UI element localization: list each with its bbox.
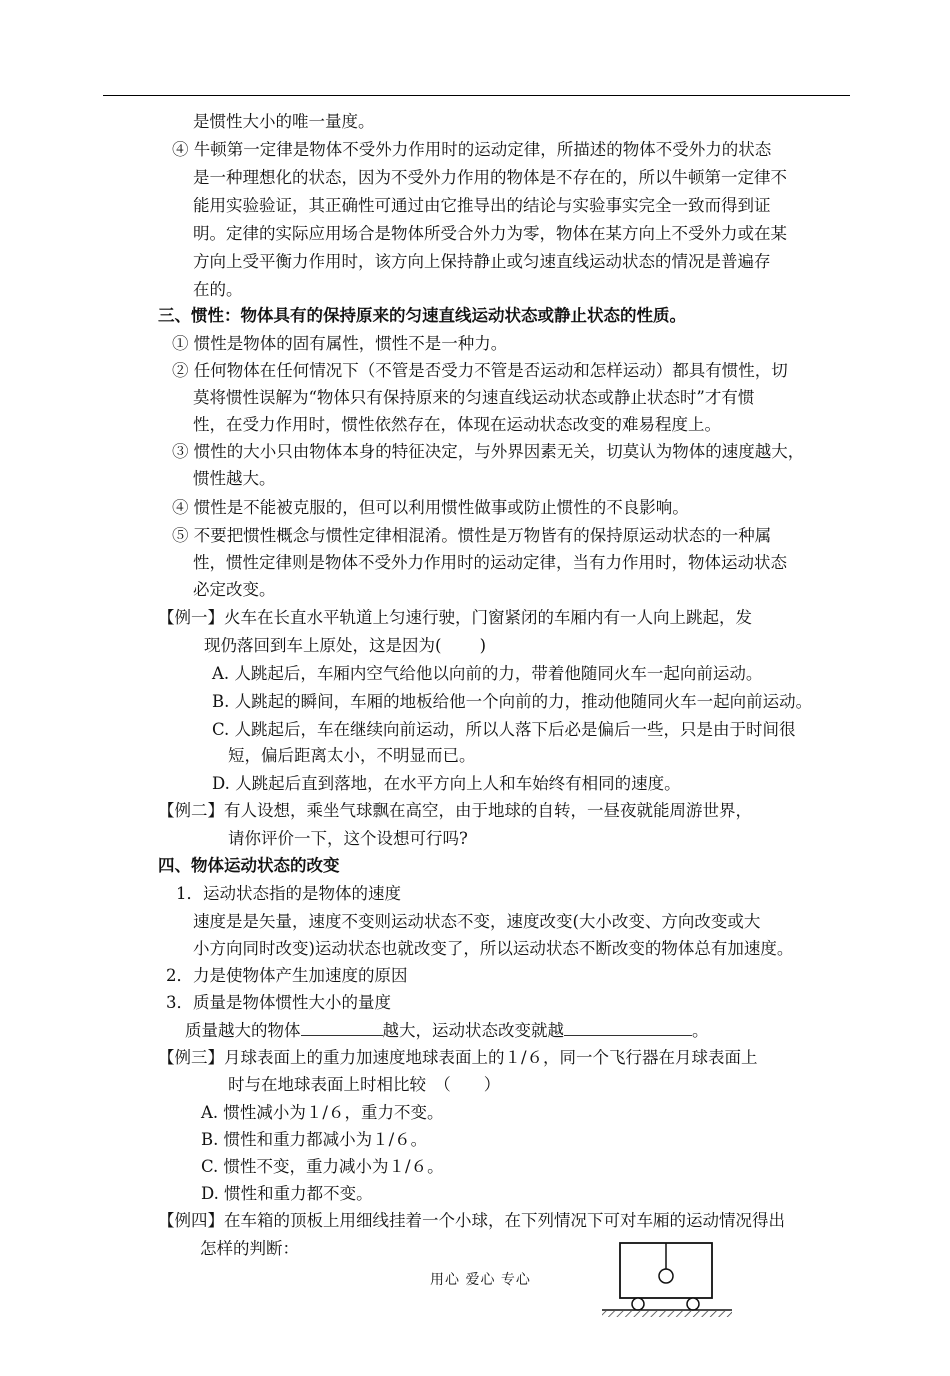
text-line: 3．质量是物体惯性大小的量度 [166,993,391,1012]
ground-hatch [602,1311,732,1317]
header-rule [103,95,850,96]
option-d: D. 惯性和重力都不变。 [201,1184,373,1203]
text-line: ④ 牛顿第一定律是物体不受外力作用时的运动定律，所描述的物体不受外力的状态 [172,140,772,159]
answer-blank[interactable] [564,1017,692,1036]
example-3-question: 【例三】月球表面上的重力加速度地球表面上的１/６，同一个飞行器在月球表面上 [158,1048,758,1067]
fill-in-line [185,1017,709,1045]
option-b: B. 人跳起的瞬间，车厢的地板给他一个向前的力，推动他随同火车一起向前运动。 [212,692,813,711]
wheel-left [632,1298,644,1310]
footer-motto: 用心 爱心 专心 [430,1272,531,1288]
example-1-question: 【例一】火车在长直水平轨道上匀速行驶，门窗紧闭的车厢内有一人向上跳起，发 [158,608,752,627]
option-c: C. 人跳起后，车在继续向前运动，所以人落下后必是偏后一些，只是由于时间很 [212,720,796,739]
text-line: 性，在受力作用时，惯性依然存在，体现在运动状态改变的难易程度上。 [193,415,721,434]
text-line: 时与在地球表面上时相比较 （ ） [228,1075,501,1094]
text-line: ③ 惯性的大小只由物体本身的特征决定，与外界因素无关，切莫认为物体的速度越大， [172,442,805,461]
answer-blank[interactable] [301,1017,383,1036]
example-4-question: 【例四】在车箱的顶板上用细线挂着一个小球，在下列情况下可对车厢的运动情况得出 [158,1211,785,1230]
text-line: 明。定律的实际应用场合是物体所受合外力为零，物体在某方向上不受外力或在某 [193,224,787,243]
text-line: 能用实验验证，其正确性可通过由它推导出的结论与实验事实完全一致而得到证 [193,196,771,215]
text-line: ① 惯性是物体的固有属性，惯性不是一种力。 [172,334,508,353]
text-line: 方向上受平衡力作用时，该方向上保持静止或匀速直线运动状态的情况是普遍存 [193,252,771,271]
option-d: D. 人跳起后直到落地，在水平方向上人和车始终有相同的速度。 [212,774,681,793]
text-line: 小方向同时改变)运动状态也就改变了，所以运动状态不断改变的物体总有加速度。 [193,939,794,958]
fill-text: 。 [692,1021,709,1040]
section-heading: 四、物体运动状态的改变 [158,856,340,875]
fill-text: 质量越大的物体 [185,1021,301,1040]
wheel-right [687,1298,699,1310]
section-heading: 三、惯性：物体具有的保持原来的匀速直线运动状态或静止状态的性质。 [158,306,686,325]
option-c: C. 惯性不变，重力减小为１/６。 [201,1157,444,1176]
text-line: 在的。 [193,280,243,299]
text-line: ④ 惯性是不能被克服的，但可以利用惯性做事或防止惯性的不良影响。 [172,498,689,517]
text-line: 是一种理想化的状态，因为不受外力作用的物体是不存在的，所以牛顿第一定律不 [193,168,787,187]
text-line: 短，偏后距离太小，不明显而已。 [228,746,476,765]
text-line: 惯性越大。 [193,469,276,488]
text-line: ⑤ 不要把惯性概念与惯性定律相混淆。惯性是万物皆有的保持原运动状态的一种属 [172,526,772,545]
text-line: 莫将惯性误解为“物体只有保持原来的匀速直线运动状态或静止状态时”才有惯 [193,388,755,407]
option-a: A. 人跳起后，车厢内空气给他以向前的力，带着他随同火车一起向前运动。 [212,664,763,683]
text-line: 是惯性大小的唯一量度。 [193,112,375,131]
text-line: 速度是是矢量，速度不变则运动状态不变，速度改变(大小改变、方向改变或大 [193,912,761,931]
pendulum-ball [659,1269,673,1283]
option-b: B. 惯性和重力都减小为１/６。 [201,1130,428,1149]
train-car-figure [600,1240,740,1320]
fill-text: 越大，运动状态改变就越 [382,1021,564,1040]
example-2-question: 【例二】有人设想，乘坐气球飘在高空，由于地球的自转，一昼夜就能周游世界， [158,801,752,820]
text-line: 怎样的判断： [200,1239,299,1258]
text-line: 必定改变。 [193,580,276,599]
text-line: 1．运动状态指的是物体的速度 [176,884,401,903]
text-line: 2．力是使物体产生加速度的原因 [166,966,408,985]
text-line: ② 任何物体在任何情况下（不管是否受力不管是否运动和怎样运动）都具有惯性，切 [172,361,788,380]
text-line: 请你评价一下，这个设想可行吗? [228,829,468,848]
text-line: 性，惯性定律则是物体不受外力作用时的运动定律，当有力作用时，物体运动状态 [193,553,787,572]
text-line: 现仍落回到车上原处，这是因为( ) [204,636,487,655]
option-a: A. 惯性减小为１/６，重力不变。 [201,1103,444,1122]
